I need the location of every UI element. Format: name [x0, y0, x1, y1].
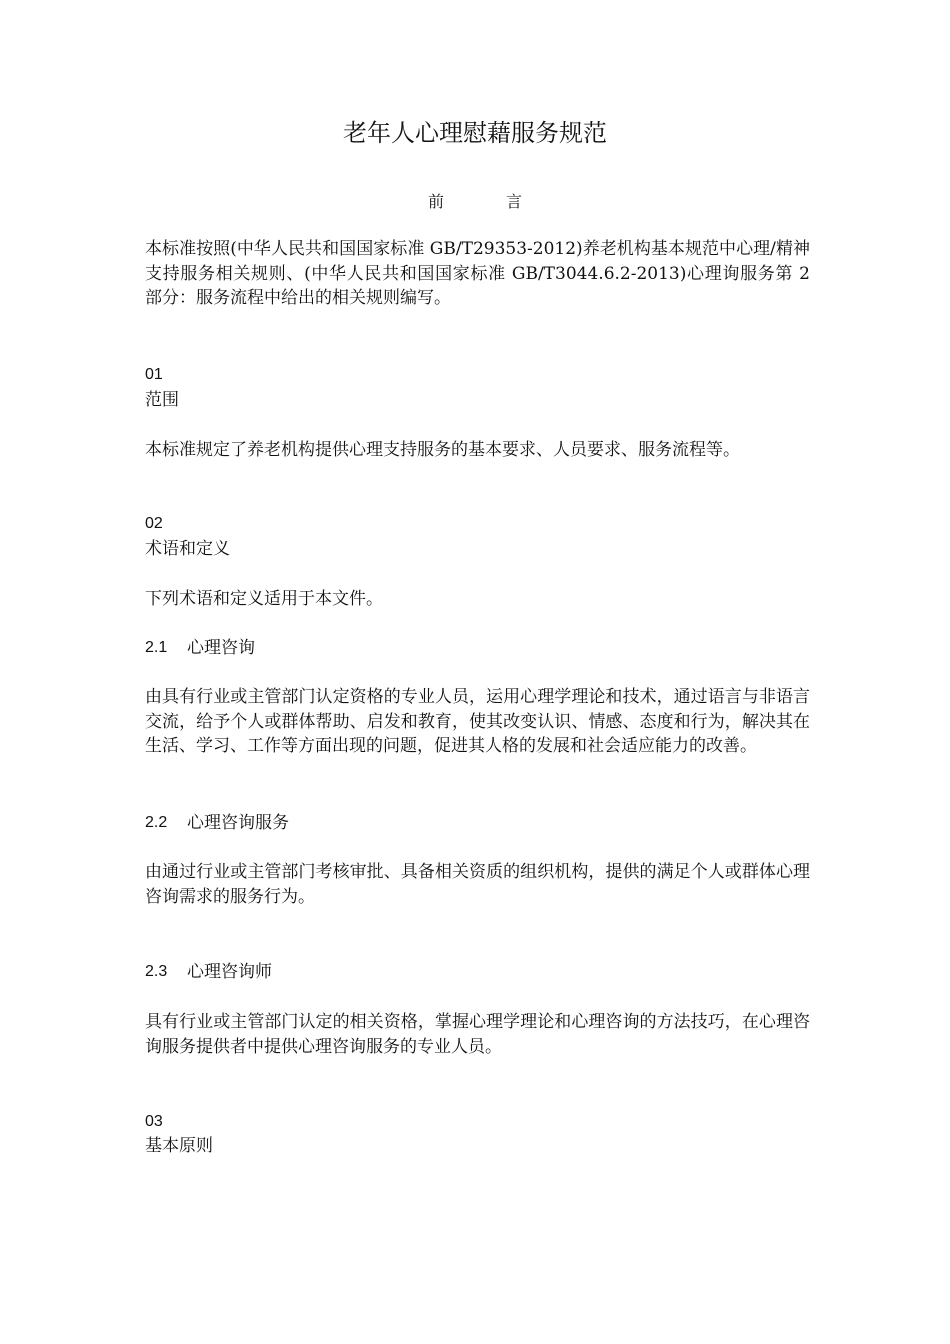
document-title: 老年人心理慰藉服务规范: [343, 119, 607, 147]
section-number: 01: [145, 366, 163, 383]
subsection-title: 心理咨询服务: [187, 813, 289, 833]
preface-heading-left: 前: [427, 192, 444, 211]
subsection-title: 心理咨询: [187, 638, 255, 658]
section-body: 本标准规定了养老机构提供心理支持服务的基本要求、人员要求、服务流程等。: [145, 440, 740, 460]
subsection-body: 具有行业或主管部门认定的相关资格，掌握心理学理论和心理咨询的方法技巧，在心理咨询服务提供者中提供心理咨询服务的专业人员。: [145, 1012, 810, 1057]
section-body: 下列术语和定义适用于本文件。: [145, 589, 383, 609]
subsection-number: 2.2: [145, 814, 168, 831]
preface-heading-right: 言: [506, 192, 523, 211]
subsection-title: 心理咨询师: [187, 962, 272, 982]
subsection-heading: [145, 811, 810, 836]
subsection-heading: [145, 960, 810, 985]
section-heading: 基本原则: [145, 1136, 213, 1156]
subsection-number: 2.3: [145, 963, 168, 980]
subsection-heading: [145, 636, 810, 661]
section-number: 03: [145, 1113, 163, 1130]
subsection-body: 由通过行业或主管部门考核审批、具备相关资质的组织机构，提供的满足个人或群体心理咨询需求的服务行为。: [145, 862, 810, 907]
section-heading: 术语和定义: [145, 539, 230, 559]
subsection-number: 2.1: [145, 639, 168, 656]
section-number: 02: [145, 515, 163, 532]
intro-paragraph: 本标准按照(中华人民共和国国家标准 GB/T29353-2012)养老机构基本规范中心理/精神支持服务相关规则、(中华人民共和国国家标准 GB/T3044.6.2-2013)心理询服务第 2 部分：服务流程中给出的相关规则编写。: [145, 239, 810, 308]
preface-heading: [0, 190, 950, 214]
subsection-body: 由具有行业或主管部门认定资格的专业人员，运用心理学理论和技术，通过语言与非语言交流，给予个人或群体帮助、启发和教育，使其改变认识、情感、态度和行为，解决其在生活、学习、工作等方面出现的问题，促进其人格的发展和社会适应能力的改善。: [145, 687, 810, 756]
section-heading: 范围: [145, 390, 179, 410]
